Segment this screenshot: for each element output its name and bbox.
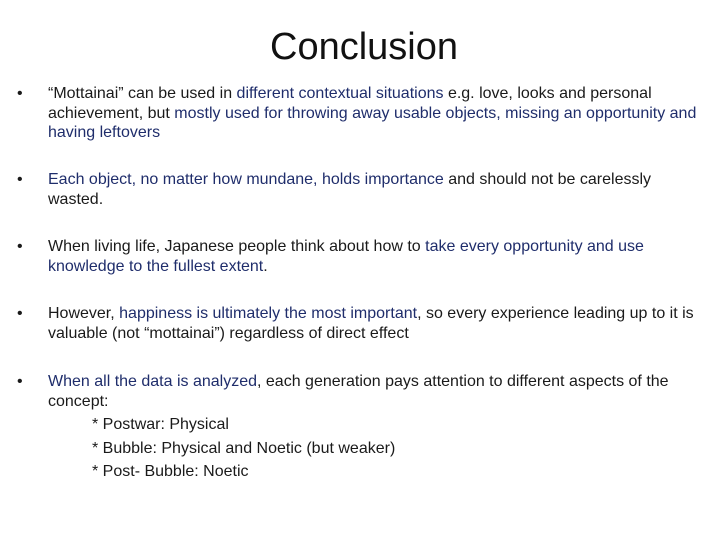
bullet-text-segment: happiness is ultimately the most important bbox=[119, 305, 418, 322]
bullet-marker: • bbox=[17, 373, 23, 390]
bullet-text-segment: However, bbox=[48, 305, 120, 322]
bullet-text-segment: . bbox=[263, 257, 268, 275]
sub-line-post-bubble: * Post- Bubble: Noetic bbox=[92, 463, 249, 480]
slide-title: Conclusion bbox=[270, 26, 458, 68]
bullet-text-segment: When living life, Japanese people think about how to bbox=[48, 238, 426, 255]
bullet-text-segment: mostly used for throwing away usable objects, missing an opportunity and having leftovers bbox=[48, 104, 697, 141]
bullet-text-segment: different contextual situations bbox=[236, 85, 448, 102]
bullet-5 bbox=[17, 372, 698, 482]
bullet-text-segment: , each generation pays attention to different aspects of the concept: bbox=[48, 373, 669, 410]
bullet-marker: • bbox=[17, 85, 23, 102]
bullet-text-segment: , so every experience leading up to it is valuable (not “mottainai”) regardless of direct effect bbox=[48, 305, 694, 342]
bullet-text-segment: Each object, no matter how mundane, holds importance bbox=[48, 171, 449, 188]
bullet-text-segment: “Mottainai” can be used in bbox=[48, 85, 237, 102]
bullet-marker: • bbox=[17, 305, 23, 322]
sub-line-bubble: * Bubble: Physical and Noetic (but weaker) bbox=[92, 439, 396, 457]
bullet-marker: • bbox=[17, 238, 23, 255]
bullet-1 bbox=[17, 84, 698, 143]
bullet-text-segment: and should not be carelessly wasted. bbox=[48, 171, 652, 208]
bullet-2 bbox=[17, 170, 698, 209]
bullet-3 bbox=[17, 237, 698, 276]
bullet-text-segment: When all the data is analyzed bbox=[48, 373, 258, 390]
bullet-text-segment: e.g. love, looks and personal achievement, but bbox=[48, 85, 652, 122]
bullet-4 bbox=[17, 304, 698, 343]
bullet-text-segment: take every opportunity and use knowledge to the fullest extent bbox=[48, 238, 644, 275]
bullet-marker: • bbox=[17, 171, 23, 188]
sub-line-postwar: * Postwar: Physical bbox=[92, 416, 229, 433]
